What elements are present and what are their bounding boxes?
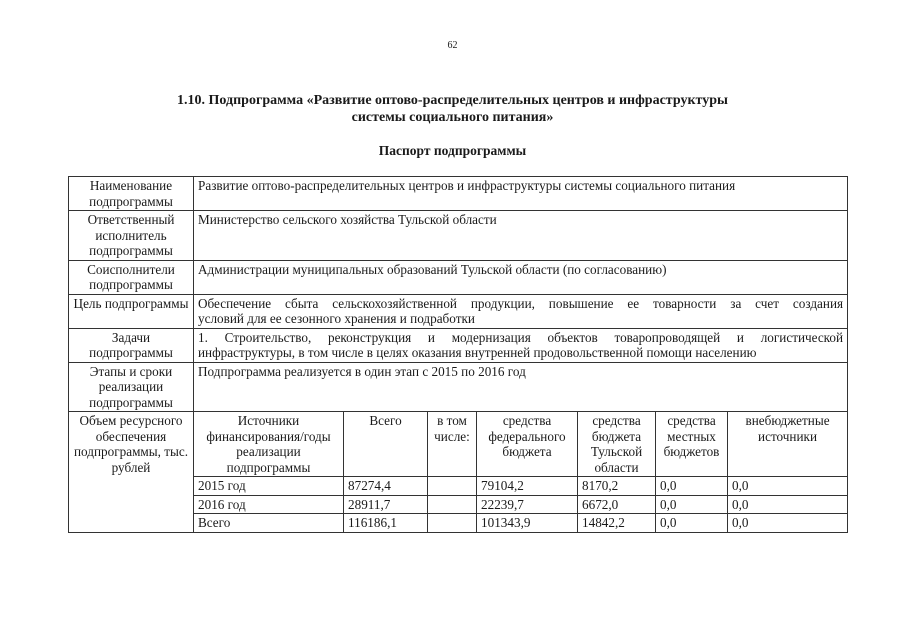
cell-total: 87274,4 [344, 477, 428, 496]
cell-total: 116186,1 [344, 514, 428, 533]
cell-federal: 22239,7 [477, 495, 578, 514]
cell-local: 0,0 [656, 477, 728, 496]
page-number: 62 [447, 40, 458, 51]
cell-regional: 8170,2 [578, 477, 656, 496]
value-goal-line-2: условий для ее сезонного хранения и подработки [198, 311, 475, 326]
passport-table [68, 176, 848, 533]
label-tasks: Задачи подпрограммы [69, 328, 194, 362]
cell-total: 28911,7 [344, 495, 428, 514]
label-responsible: Ответственный исполнитель подпрограммы [69, 211, 194, 261]
row-goal [69, 294, 848, 328]
row-tasks [69, 328, 848, 362]
row-name [69, 177, 848, 211]
header-sources: Источники финансирования/годы реализации подпрограммы [194, 412, 344, 477]
cell-local: 0,0 [656, 495, 728, 514]
row-coexecutors [69, 260, 848, 294]
page-title [60, 92, 845, 126]
header-federal: средства федерального бюджета [477, 412, 578, 477]
cell-year: Всего [194, 514, 344, 533]
label-goal: Цель подпрограммы [69, 294, 194, 328]
cell-year: 2016 год [194, 495, 344, 514]
cell-extrabudgetary: 0,0 [728, 477, 848, 496]
header-total: Всего [344, 412, 428, 477]
value-responsible: Министерство сельского хозяйства Тульской области [194, 211, 848, 261]
cell-federal: 79104,2 [477, 477, 578, 496]
value-coexecutors: Администрации муниципальных образований Тульской области (по согласованию) [194, 260, 848, 294]
cell-including [428, 514, 477, 533]
cell-including [428, 477, 477, 496]
value-tasks-line-1: 1. Строительство, реконструкция и модернизация объектов товаропроводящей и логистической [198, 329, 844, 345]
label-name: Наименование подпрограммы [69, 177, 194, 211]
cell-year: 2015 год [194, 477, 344, 496]
value-stages: Подпрограмма реализуется в один этап с 2015 по 2016 год [194, 362, 848, 412]
value-goal [194, 294, 848, 328]
label-stages: Этапы и сроки реализации подпрограммы [69, 362, 194, 412]
label-coexecutors: Соисполнители подпрограммы [69, 260, 194, 294]
page-title-line-2: системы социального питания» [351, 110, 554, 125]
header-regional: средства бюджета Тульской области [578, 412, 656, 477]
cell-local: 0,0 [656, 514, 728, 533]
value-tasks-line-2: инфраструктуры, в том числе в целях оказания внутренней продовольственной помощи населению [198, 345, 757, 360]
cell-extrabudgetary: 0,0 [728, 495, 848, 514]
value-name: Развитие оптово-распределительных центров и инфраструктуры системы социального питания [194, 177, 848, 211]
header-local: средства местных бюджетов [656, 412, 728, 477]
cell-regional: 14842,2 [578, 514, 656, 533]
section-title: Паспорт подпрограммы [378, 143, 527, 158]
value-goal-line-1: Обеспечение сбыта сельскохозяйственной продукции, повышение ее товарности за счет создания [198, 295, 844, 311]
header-extrabudgetary: внебюджетные источники [728, 412, 848, 477]
header-including: в том числе: [428, 412, 477, 477]
cell-including [428, 495, 477, 514]
cell-federal: 101343,9 [477, 514, 578, 533]
row-funding-header [69, 412, 848, 477]
label-funding: Объем ресурсного обеспечения подпрограммы, тыс. рублей [69, 412, 194, 533]
value-tasks [194, 328, 848, 362]
cell-extrabudgetary: 0,0 [728, 514, 848, 533]
page-title-line-1: 1.10. Подпрограмма «Развитие оптово-распределительных центров и инфраструктуры [177, 93, 728, 108]
row-responsible [69, 211, 848, 261]
row-stages [69, 362, 848, 412]
cell-regional: 6672,0 [578, 495, 656, 514]
